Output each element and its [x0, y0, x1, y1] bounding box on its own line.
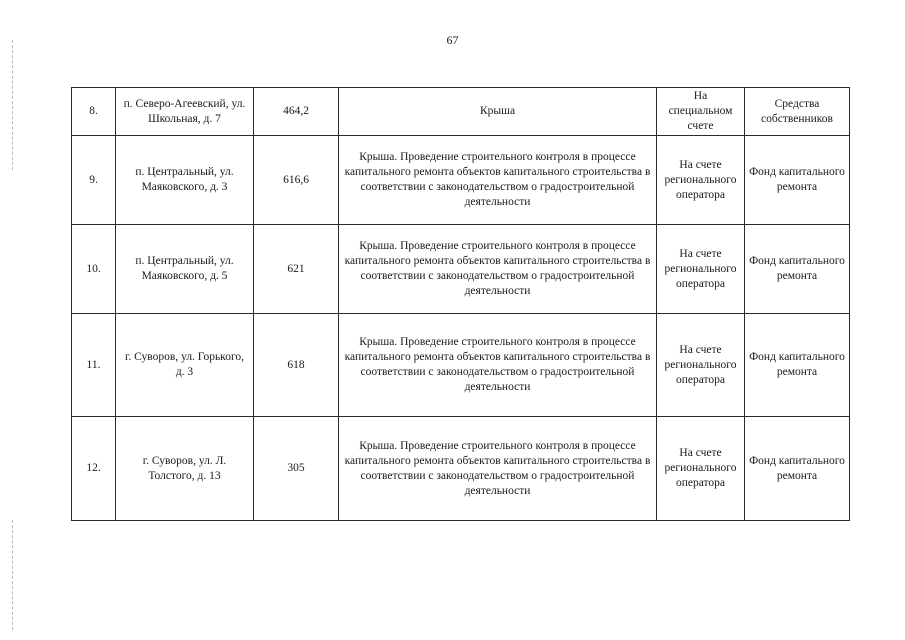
work-type-cell: Крыша: [339, 88, 657, 136]
row-number-cell: 10.: [72, 225, 116, 314]
account-method-cell: На счете регионального оператора: [657, 314, 745, 417]
address-cell: п. Центральный, ул. Маяковского, д. 5: [116, 225, 254, 314]
address-cell: п. Центральный, ул. Маяковского, д. 3: [116, 136, 254, 225]
table-row: [72, 225, 850, 314]
table-row: [72, 417, 850, 521]
account-method-cell: На счете регионального оператора: [657, 136, 745, 225]
work-type-cell: Крыша. Проведение строительного контроля в процессе капитального ремонта объектов капитального строительства в соответствии с законодательством о градостроительной деятельности: [339, 136, 657, 225]
area-cell: 464,2: [254, 88, 339, 136]
area-cell: 621: [254, 225, 339, 314]
work-type-cell: Крыша. Проведение строительного контроля в процессе капитального ремонта объектов капитального строительства в соответствии с законодательством о градостроительной деятельности: [339, 314, 657, 417]
capital-repair-table: [71, 87, 850, 521]
address-cell: г. Суворов, ул. Горького, д. 3: [116, 314, 254, 417]
binding-margin-marks-bottom: [12, 520, 13, 630]
row-number-cell: 9.: [72, 136, 116, 225]
work-type-cell: Крыша. Проведение строительного контроля в процессе капитального ремонта объектов капитального строительства в соответствии с законодательством о градостроительной деятельности: [339, 417, 657, 521]
row-number-cell: 8.: [72, 88, 116, 136]
account-method-cell: На счете регионального оператора: [657, 225, 745, 314]
funding-source-cell: Фонд капитального ремонта: [745, 417, 850, 521]
work-type-cell: Крыша. Проведение строительного контроля в процессе капитального ремонта объектов капитального строительства в соответствии с законодательством о градостроительной деятельности: [339, 225, 657, 314]
account-method-cell: На специальном счете: [657, 88, 745, 136]
area-cell: 618: [254, 314, 339, 417]
funding-source-cell: Фонд капитального ремонта: [745, 314, 850, 417]
table-row: [72, 88, 850, 136]
row-number-cell: 12.: [72, 417, 116, 521]
funding-source-cell: Фонд капитального ремонта: [745, 225, 850, 314]
address-cell: п. Северо-Агеевский, ул. Школьная, д. 7: [116, 88, 254, 136]
row-number-cell: 11.: [72, 314, 116, 417]
area-cell: 616,6: [254, 136, 339, 225]
table-row: [72, 136, 850, 225]
funding-source-cell: Фонд капитального ремонта: [745, 136, 850, 225]
account-method-cell: На счете регионального оператора: [657, 417, 745, 521]
table-row: [72, 314, 850, 417]
area-cell: 305: [254, 417, 339, 521]
funding-source-cell: Средства собственников: [745, 88, 850, 136]
page-number: 67: [446, 33, 459, 47]
address-cell: г. Суворов, ул. Л. Толстого, д. 13: [116, 417, 254, 521]
binding-margin-marks-top: [12, 40, 13, 170]
